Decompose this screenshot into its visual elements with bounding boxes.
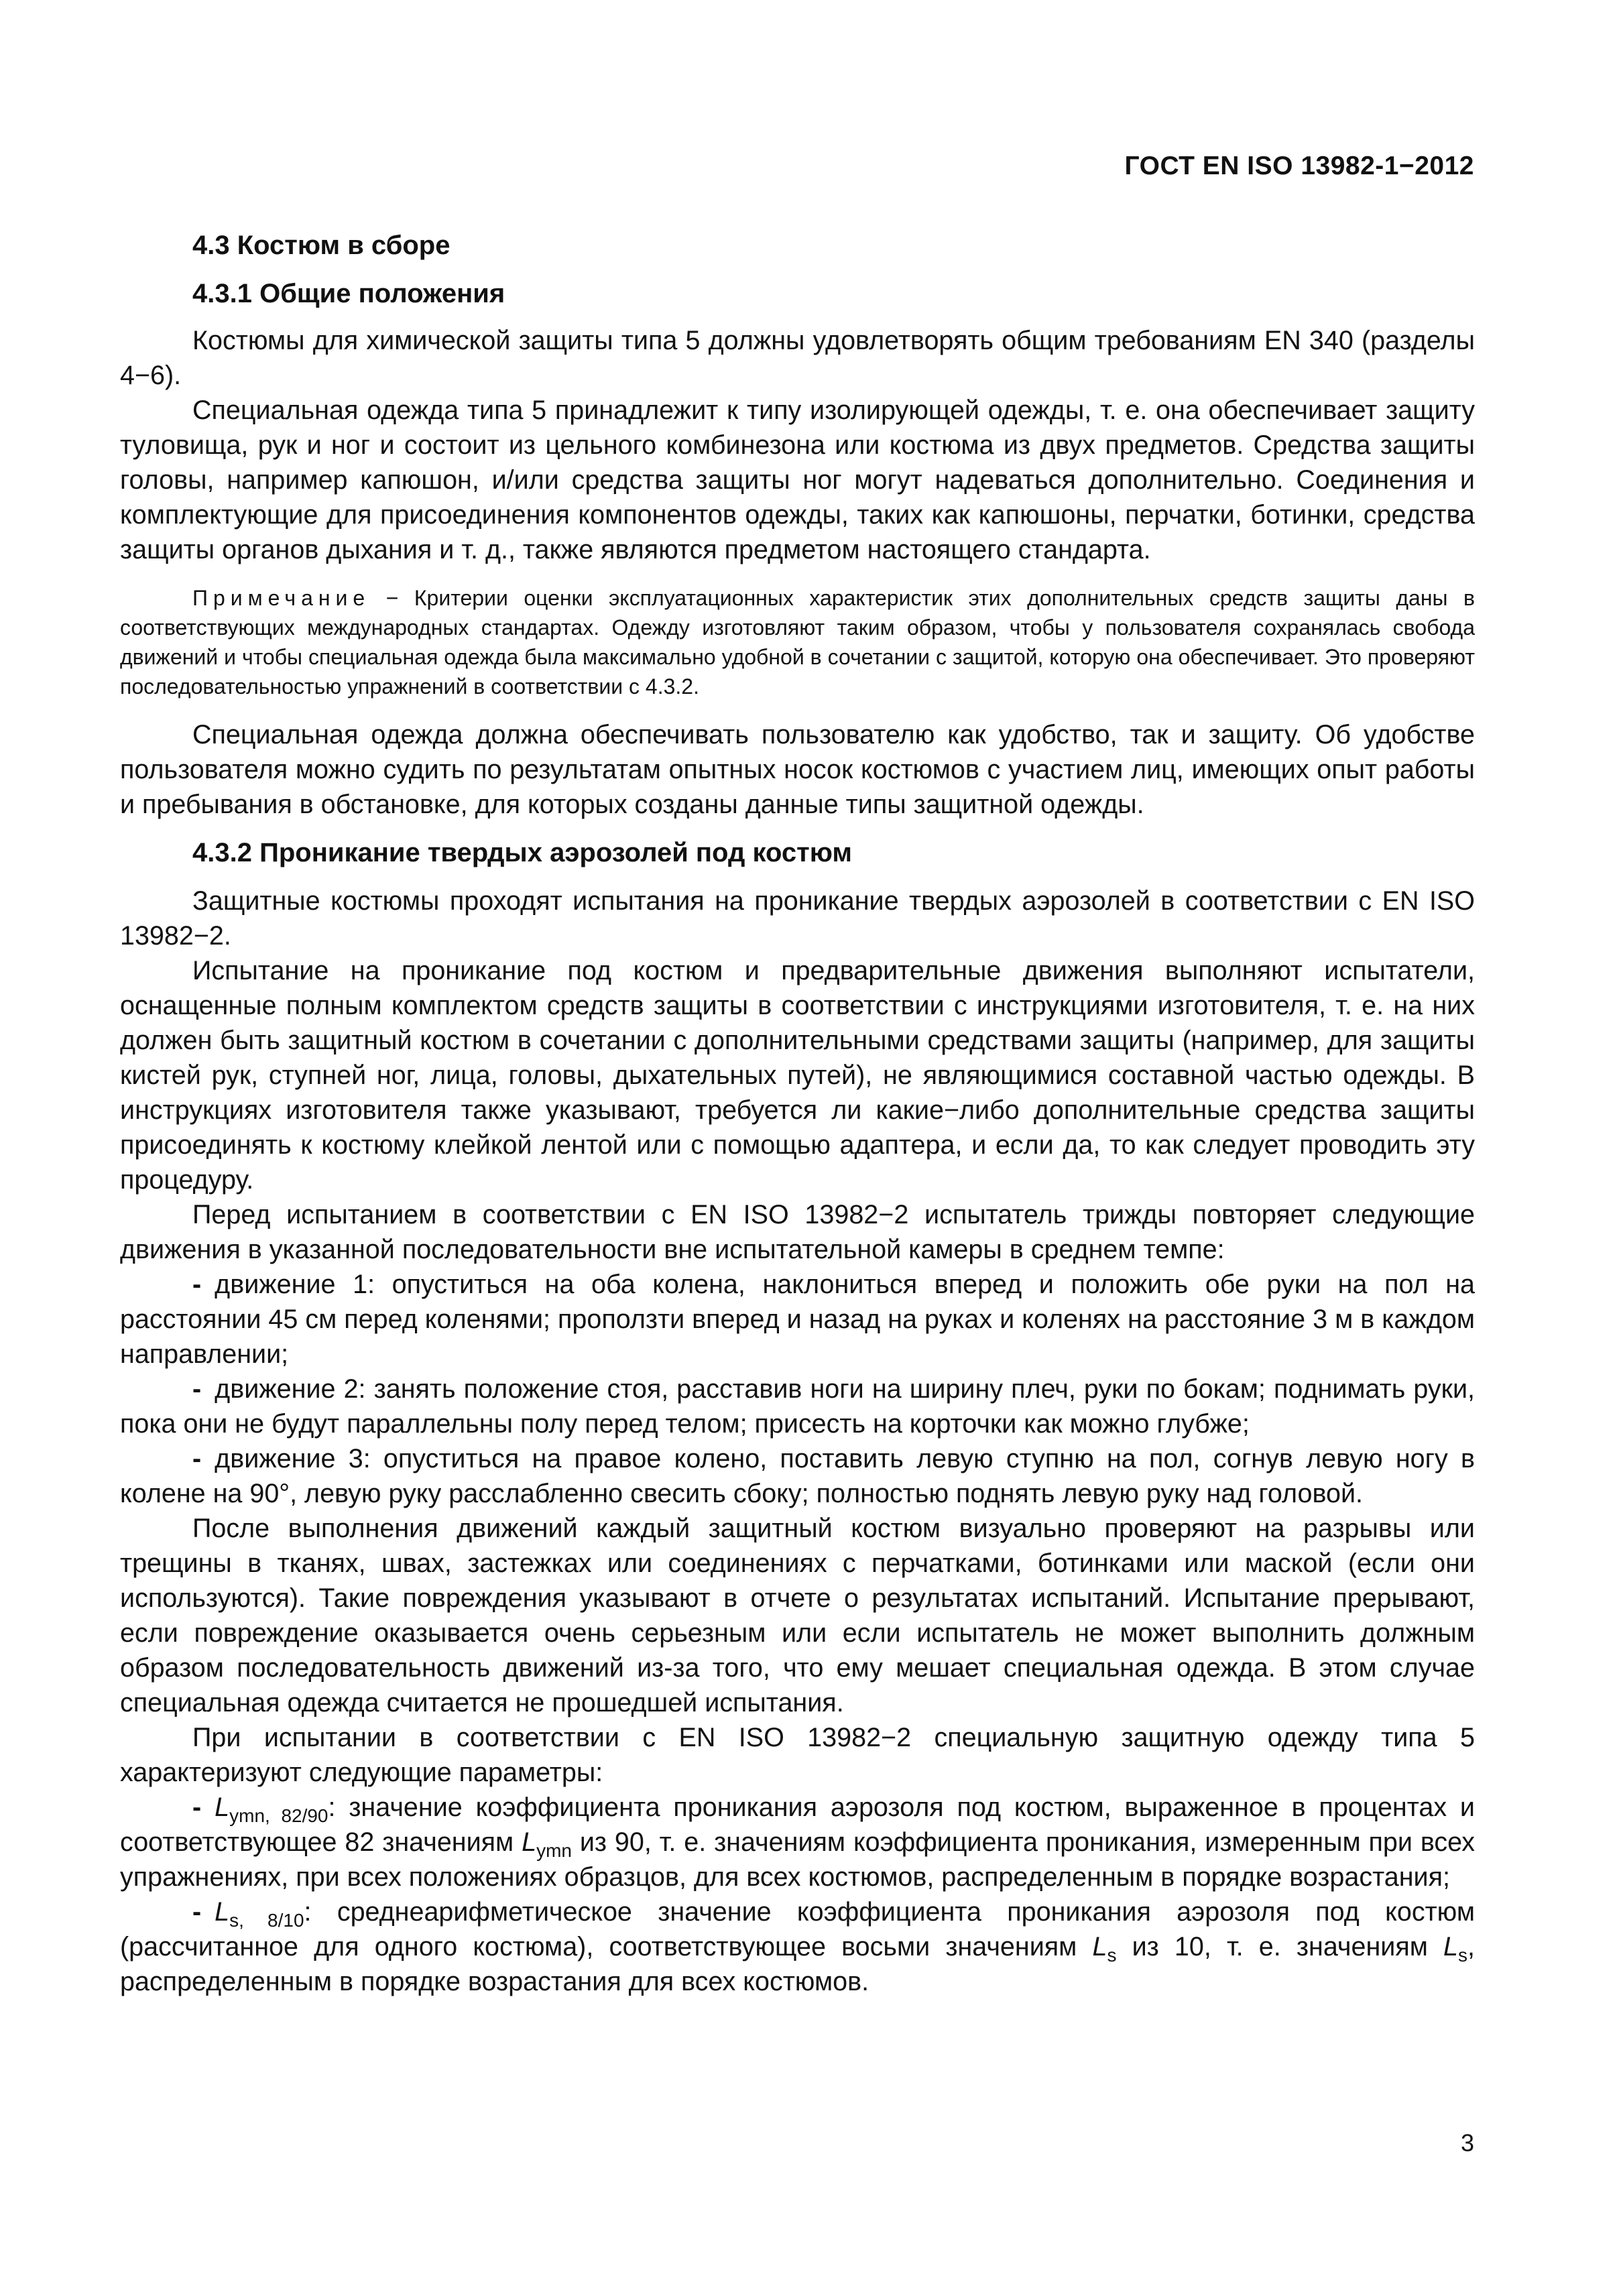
list-item — [120, 1372, 1475, 1441]
list-item — [120, 1267, 1475, 1372]
list-dash: - — [192, 1897, 202, 1927]
paragraph: Перед испытанием в соответствии с EN ISO 13982−2 испытатель трижды повторяет следующие движения в указанной последовательности вне испытательной камеры в среднем темпе: — [120, 1200, 1475, 1264]
paragraph: Испытание на проникание под костюм и предварительные движения выполняют испытатели, оснащенные полным комплектом средств защиты в соответствии с инструкциями изготовителя, т. е. на них должен быть защитный костюм в сочетании с дополнительными средствами защиты (например, для защиты кистей рук, ступней ног, лица, головы, дыхательных путей), не являющимися составной частью одежды. В инструкциях изготовителя также указывают, требуется ли какие−либо дополнительные средства защиты присоединять к костюму клейкой лентой или с помощью адаптера, и если да, то как следует проводить эту процедуру. — [120, 956, 1475, 1195]
paragraph: Костюмы для химической защиты типа 5 должны удовлетворять общим требованиям EN 340 (разделы 4−6). — [120, 326, 1475, 390]
symbol: L — [522, 1827, 537, 1857]
parameter-text: из 10, т. е. значениям — [1116, 1932, 1444, 1961]
symbol-subscript: ymn, 82/90 — [229, 1805, 328, 1826]
parameter-item — [120, 1790, 1475, 1894]
list-item-text: движение 3: опуститься на правое колено, поставить левую ступню на пол, согнув левую ногу в колене на 90°, левую руку расслабленно свесить сбоку; полностью поднять левую руку над головой. — [120, 1444, 1475, 1508]
symbol: L — [215, 1793, 230, 1822]
symbol: L — [1443, 1932, 1459, 1961]
standard-header: ГОСТ EN ISO 13982-1−2012 — [1124, 152, 1474, 180]
parameter-item — [120, 1894, 1475, 1999]
paragraph: Защитные костюмы проходят испытания на проникание твердых аэрозолей в соответствии с EN ISO 13982−2. — [120, 886, 1475, 951]
parameter-text: : значение коэффициента проникания аэрозоля под костюм, выраженное в процентах и соответствующее 82 значениям — [120, 1793, 1475, 1857]
list-dash: - — [192, 1270, 202, 1299]
section-heading-4-3: 4.3 Костюм в сборе — [192, 231, 450, 260]
list-dash: - — [192, 1374, 202, 1404]
note-label: Примечание — [192, 586, 371, 610]
list-dash: - — [192, 1793, 202, 1822]
paragraph: Специальная одежда должна обеспечивать пользователю как удобство, так и защиту. Об удобстве пользователя можно судить по результатам опытных носок костюмов с участием лиц, имеющих опыт работы и пребывания в обстановке, для которых созданы данные типы защитной одежды. — [120, 720, 1475, 819]
paragraph: При испытании в соответствии с EN ISO 13982−2 специальную защитную одежду типа 5 характеризуют следующие параметры: — [120, 1723, 1475, 1787]
symbol-subscript: s — [1458, 1945, 1468, 1966]
symbol-subscript: s, 8/10 — [229, 1910, 304, 1931]
paragraph: После выполнения движений каждый защитный костюм визуально проверяют на разрывы или трещины в тканях, швах, застежках или соединениях с перчатками, ботинками или маской (если они используются). Такие повреждения указывают в отчете о результатах испытаний. Испытание прерывают, если повреждение оказывается очень серьезным или если испытатель не может выполнить должным образом последовательность движений из-за того, что ему мешает специальная одежда. В этом случае специальная одежда считается не прошедшей испытания. — [120, 1514, 1475, 1717]
note-block — [120, 583, 1475, 701]
paragraph: Специальная одежда типа 5 принадлежит к типу изолирующей одежды, т. е. она обеспечивает защиту туловища, рук и ног и состоит из цельного комбинезона или костюма из двух предметов. Средства защиты головы, например капюшон, и/или средства защиты ног могут надеваться дополнительно. Соединения и комплектующие для присоединения компонентов одежды, таких как капюшоны, перчатки, ботинки, средства защиты органов дыхания и т. д., также являются предметом настоящего стандарта. — [120, 396, 1475, 564]
page-content — [120, 228, 1475, 1999]
page-number: 3 — [1460, 2129, 1474, 2157]
parameter-text: из 90, т. е. значениям коэффициента проникания, измеренным при всех упражнениях, при всех положениях образцов, для всех костюмов, распределенным в порядке возрастания; — [120, 1827, 1475, 1892]
list-item-text: движение 1: опуститься на оба колена, наклониться вперед и положить обе руки на пол на расстоянии 45 см перед коленями; проползти вперед и назад на руках и коленях на расстояние 3 м в каждом направлении; — [120, 1270, 1475, 1369]
note-text: − Критерии оценки эксплуатационных характеристик этих дополнительных средств защиты даны в соответствующих международных стандартах. Одежду изготовляют таким образом, чтобы у пользователя сохранялась свобода движений и чтобы специальная одежда была максимально удобной в сочетании с защитой, которую она обеспечивает. Это проверяют последовательностью упражнений в соответствии с 4.3.2. — [120, 586, 1475, 699]
list-item — [120, 1441, 1475, 1511]
symbol: L — [1092, 1932, 1107, 1961]
symbol-subscript: s — [1107, 1945, 1117, 1966]
list-dash: - — [192, 1444, 202, 1473]
section-heading-4-3-2: 4.3.2 Проникание твердых аэрозолей под костюм — [192, 838, 852, 867]
list-item-text: движение 2: занять положение стоя, расставив ноги на ширину плеч, руки по бокам; поднимать руки, пока они не будут параллельны полу перед телом; присесть на корточки как можно глубже; — [120, 1374, 1475, 1439]
symbol: L — [215, 1897, 230, 1927]
symbol-subscript: ymn — [536, 1840, 572, 1861]
parameter-text: , распределенным в порядке возрастания для всех костюмов. — [120, 1932, 1475, 1996]
section-heading-4-3-1: 4.3.1 Общие положения — [192, 279, 505, 308]
parameter-text: : среднеарифметическое значение коэффициента проникания аэрозоля под костюм (рассчитанное для одного костюма), соответствующее восьми значениям — [120, 1897, 1475, 1961]
